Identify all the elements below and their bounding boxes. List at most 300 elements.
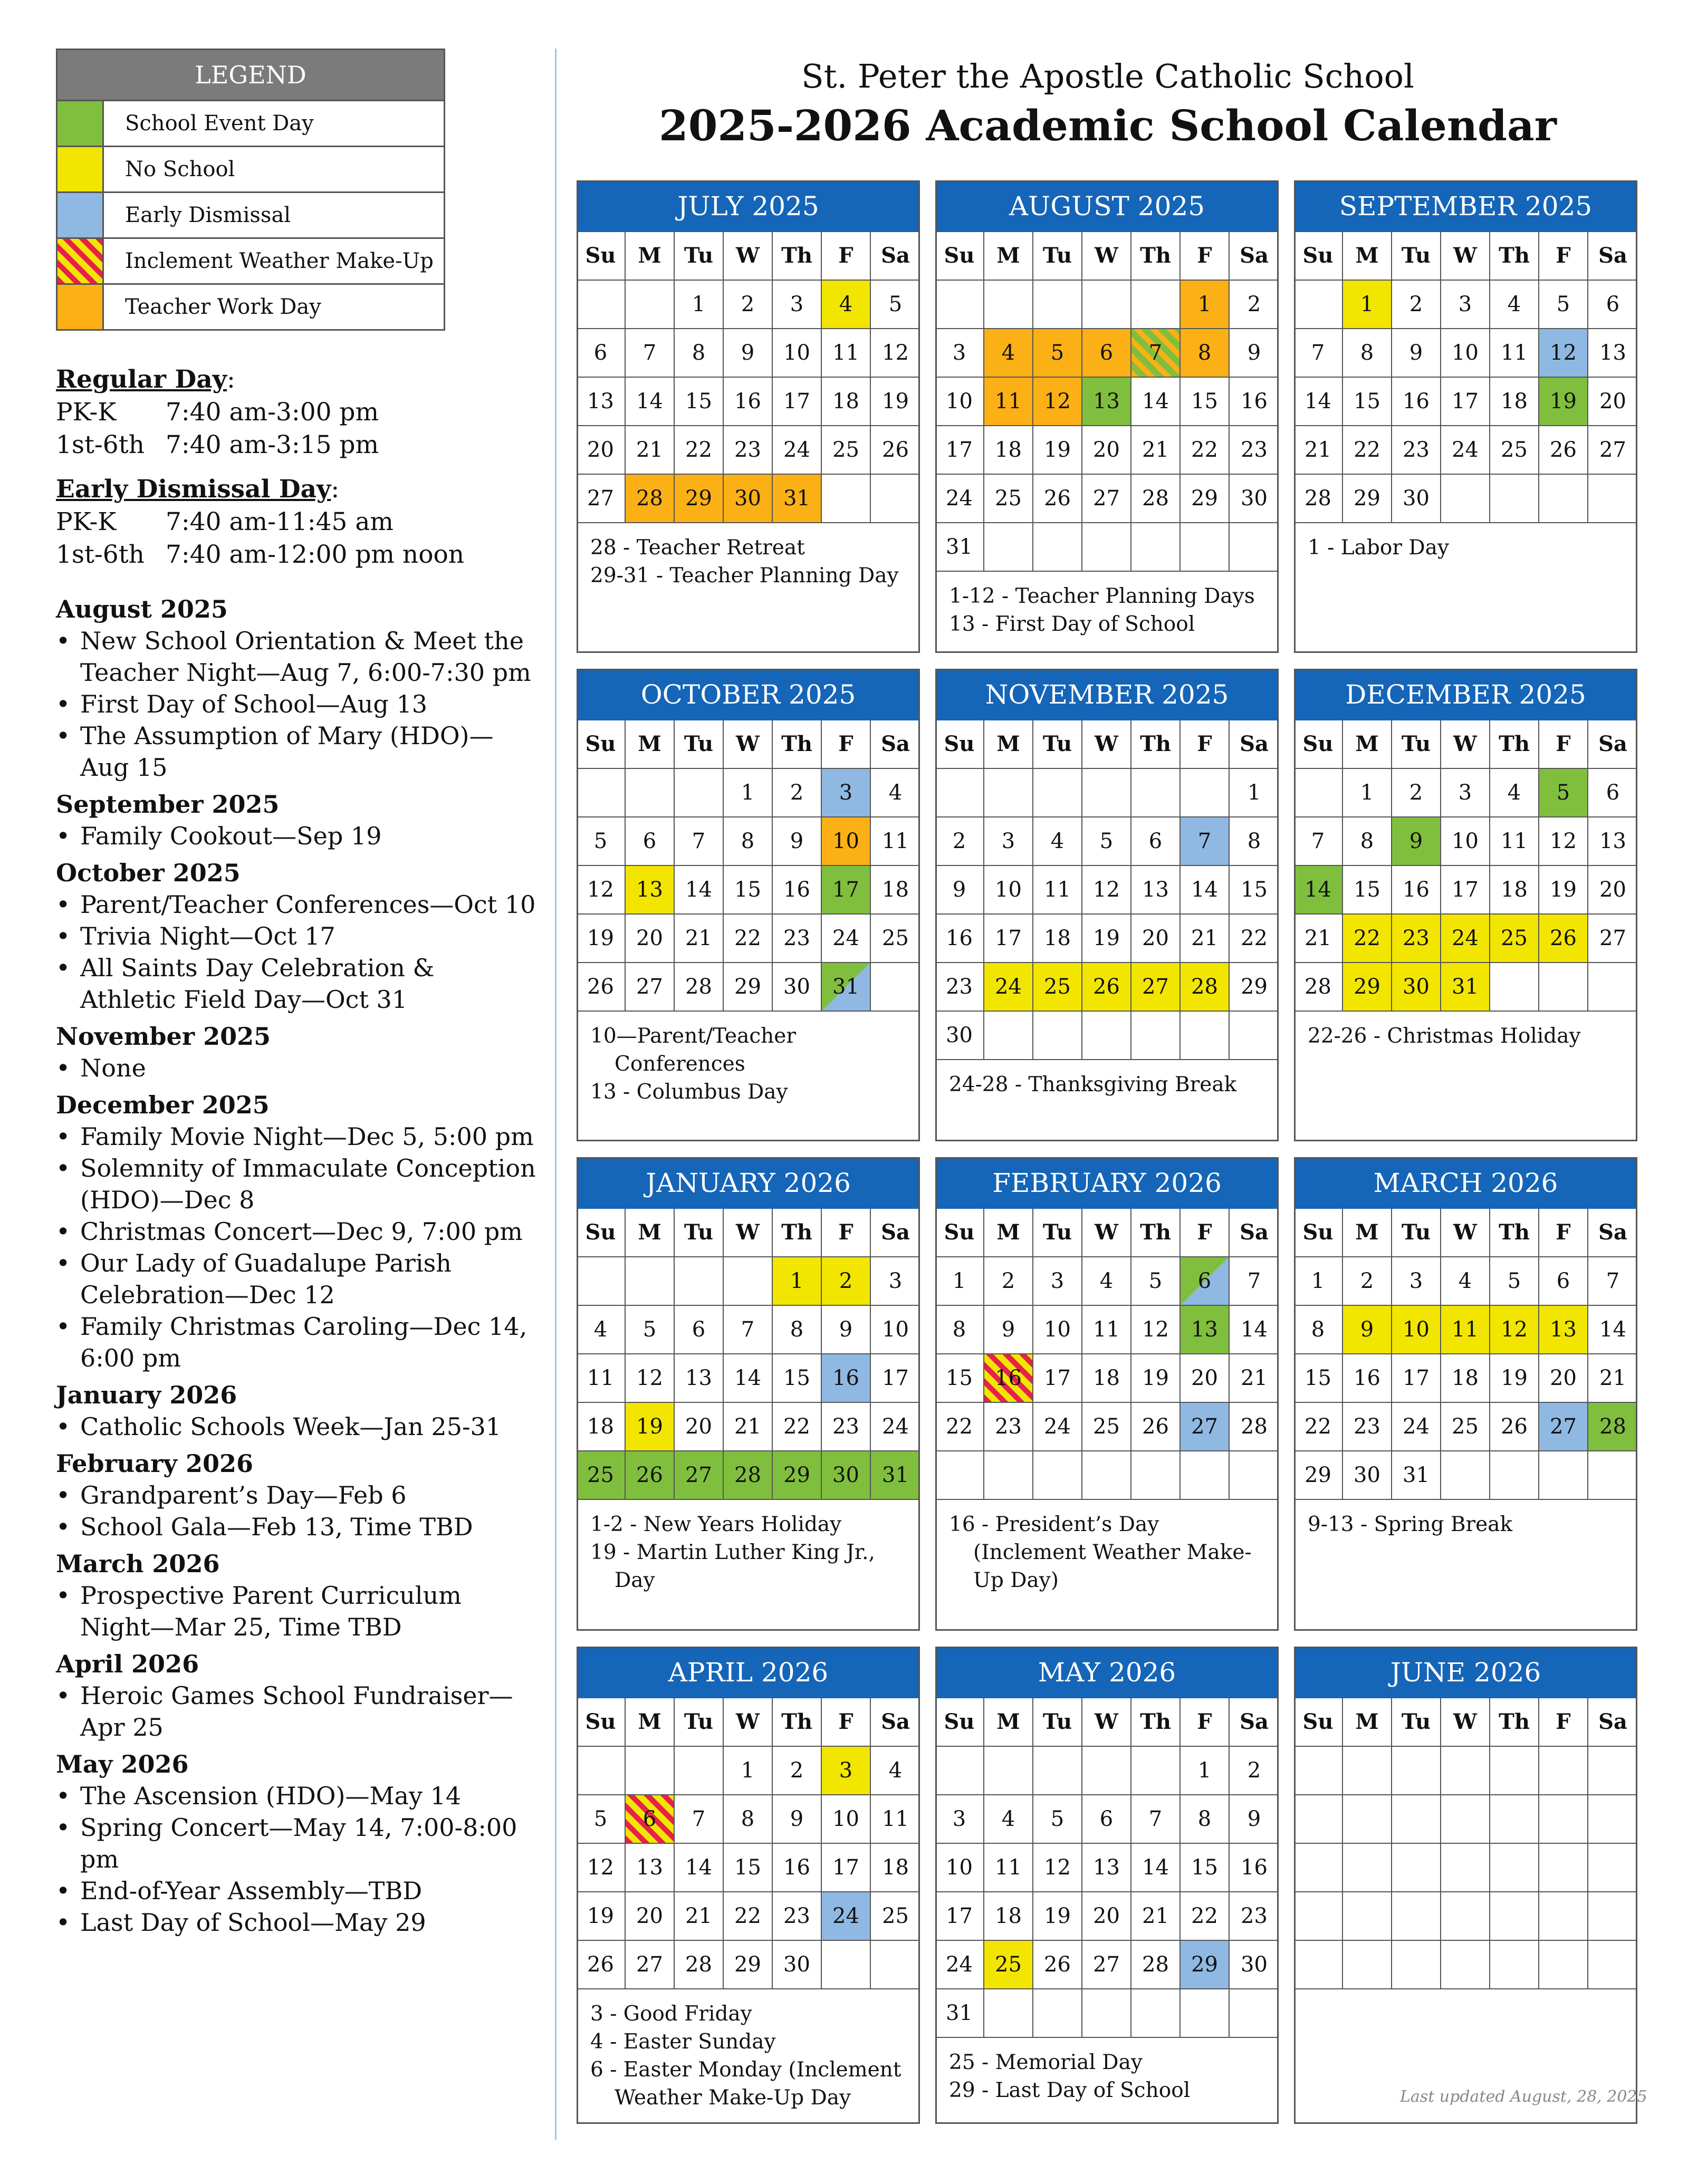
day-cell: 14 (626, 378, 675, 426)
day-cell: 28 (1230, 1403, 1279, 1451)
day-cell: 14 (1294, 378, 1343, 426)
day-cell: 26 (1539, 426, 1588, 475)
day-cell: 8 (1230, 817, 1279, 866)
day-cell: 3 (1392, 1257, 1441, 1306)
day-cell: 21 (724, 1403, 773, 1451)
weekday-header: W (1082, 720, 1131, 769)
empty-cell (1033, 769, 1082, 817)
event-item: • New School Orientation & Meet the Teacher Night—Aug 7, 6:00-7:30 pm (56, 625, 536, 688)
day-cell: 2 (1392, 769, 1441, 817)
month-notes (1294, 1989, 1637, 2010)
day-cell: 29 (1343, 963, 1392, 1012)
weekday-header: Tu (675, 1698, 724, 1747)
event-month-heading: December 2025 (56, 1091, 270, 1119)
day-cell: 5 (1539, 281, 1588, 329)
day-cell: 22 (1343, 426, 1392, 475)
day-cell: 8 (675, 329, 724, 378)
day-cell: 13 (1082, 1844, 1131, 1892)
empty-cell (1131, 281, 1181, 329)
empty-cell (1181, 523, 1230, 572)
month-note: 6 - Easter Monday (Inclement (590, 2058, 901, 2082)
day-cell: 28 (1131, 1941, 1181, 1989)
day-cell: 30 (1392, 475, 1441, 523)
weekday-header: W (724, 1209, 773, 1257)
day-cell: 24 (984, 963, 1033, 1012)
month-calendar (935, 1157, 1279, 1631)
day-cell: 1 (724, 769, 773, 817)
day-cell: 13 (1181, 1306, 1230, 1354)
day-cell: 3 (984, 817, 1033, 866)
event-item: • Family Cookout—Sep 19 (56, 820, 536, 852)
day-cell: 6 (675, 1306, 724, 1354)
empty-cell (1441, 1747, 1490, 1795)
weekday-header: Th (1131, 720, 1181, 769)
day-cell: 9 (773, 817, 822, 866)
day-cell: 6 (1588, 769, 1637, 817)
calendar-header (575, 55, 1641, 153)
day-cell: 11 (1082, 1306, 1131, 1354)
day-cell: 24 (871, 1403, 920, 1451)
day-cell: 26 (1082, 963, 1131, 1012)
day-cell: 4 (1082, 1257, 1131, 1306)
month-note: Day (615, 1569, 655, 1592)
day-cell: 4 (871, 769, 920, 817)
weekday-header: Th (773, 232, 822, 281)
month-note: 10—Parent/Teacher (590, 1024, 797, 1048)
month-title: JANUARY 2026 (577, 1157, 920, 1209)
empty-cell (935, 769, 984, 817)
day-cell: 6 (1539, 1257, 1588, 1306)
day-cell: 27 (1588, 426, 1637, 475)
day-cell: 16 (822, 1354, 871, 1403)
hours-time: 7:40 am-3:15 pm (166, 430, 379, 459)
legend-swatch (57, 101, 104, 146)
weekday-header: M (1343, 1698, 1392, 1747)
legend-swatch (57, 285, 104, 329)
day-cell: 7 (1294, 817, 1343, 866)
empty-cell (1539, 1795, 1588, 1844)
day-cell: 7 (1588, 1257, 1637, 1306)
day-cell: 30 (773, 1941, 822, 1989)
day-cell: 1 (935, 1257, 984, 1306)
day-cell: 1 (1181, 1747, 1230, 1795)
empty-cell (1230, 1012, 1279, 1060)
empty-cell (1082, 523, 1131, 572)
day-cell: 30 (724, 475, 773, 523)
legend-item (56, 193, 445, 239)
day-cell: 18 (1490, 378, 1539, 426)
day-cell: 1 (1294, 1257, 1343, 1306)
event-item: • All Saints Day Celebration & Athletic Field Day—Oct 31 (56, 952, 536, 1015)
weekday-header: M (626, 720, 675, 769)
empty-cell (1131, 1012, 1181, 1060)
event-month-heading: February 2026 (56, 1449, 254, 1478)
event-item: • Prospective Parent Curriculum Night—Mar 25, Time TBD (56, 1580, 536, 1643)
day-cell: 14 (724, 1354, 773, 1403)
day-cell: 27 (675, 1451, 724, 1500)
month-title: APRIL 2026 (577, 1647, 920, 1698)
empty-cell (1033, 281, 1082, 329)
day-cell: 8 (1294, 1306, 1343, 1354)
month-calendar (577, 180, 920, 653)
weekday-header: Th (1490, 232, 1539, 281)
day-cell: 7 (1131, 329, 1181, 378)
day-cell: 18 (822, 378, 871, 426)
day-cell: 13 (1131, 866, 1181, 915)
day-cell: 30 (1230, 1941, 1279, 1989)
day-cell: 15 (1181, 1844, 1230, 1892)
day-cell: 11 (984, 378, 1033, 426)
weekday-header: Tu (675, 232, 724, 281)
day-cell: 21 (1131, 1892, 1181, 1941)
weekday-header: Sa (1588, 1209, 1637, 1257)
day-cell: 5 (1033, 329, 1082, 378)
empty-cell (1343, 1941, 1392, 1989)
month-title: NOVEMBER 2025 (935, 669, 1279, 720)
day-cell: 24 (822, 1892, 871, 1941)
month-days-grid (1294, 1698, 1637, 1989)
left-panel (56, 49, 536, 1938)
day-cell: 16 (1392, 866, 1441, 915)
day-cell: 13 (675, 1354, 724, 1403)
day-cell: 11 (871, 1795, 920, 1844)
day-cell: 2 (1230, 281, 1279, 329)
empty-cell (935, 1451, 984, 1500)
weekday-header: Su (1294, 1209, 1343, 1257)
event-month-heading: September 2025 (56, 790, 280, 819)
day-cell: 22 (1294, 1403, 1343, 1451)
day-cell: 6 (1131, 817, 1181, 866)
weekday-header: Su (577, 232, 626, 281)
day-cell: 10 (935, 378, 984, 426)
month-notes (935, 1060, 1279, 1109)
month-title: OCTOBER 2025 (577, 669, 920, 720)
empty-cell (1392, 1941, 1441, 1989)
month-title: DECEMBER 2025 (1294, 669, 1637, 720)
month-notes (935, 1500, 1279, 1605)
empty-cell (1539, 1451, 1588, 1500)
day-cell: 9 (1230, 1795, 1279, 1844)
day-cell: 2 (822, 1257, 871, 1306)
day-cell: 31 (822, 963, 871, 1012)
day-cell: 4 (1490, 769, 1539, 817)
weekday-header: Sa (871, 1698, 920, 1747)
day-cell: 10 (935, 1844, 984, 1892)
day-cell: 14 (1131, 378, 1181, 426)
day-cell: 24 (773, 426, 822, 475)
day-cell: 21 (675, 915, 724, 963)
day-cell: 23 (773, 915, 822, 963)
month-note: 24-28 - Thanksgiving Break (949, 1073, 1237, 1096)
month-days-grid (1294, 232, 1637, 523)
day-cell: 29 (1343, 475, 1392, 523)
day-cell: 3 (935, 329, 984, 378)
day-cell: 24 (935, 475, 984, 523)
day-cell: 15 (1343, 866, 1392, 915)
month-title: JUNE 2026 (1294, 1647, 1637, 1698)
month-days-grid (935, 232, 1279, 572)
day-cell: 17 (1441, 378, 1490, 426)
month-calendar (935, 669, 1279, 1141)
legend (56, 49, 445, 331)
day-cell: 11 (1490, 329, 1539, 378)
day-cell: 10 (1033, 1306, 1082, 1354)
month-note: Up Day) (973, 1569, 1059, 1592)
weekday-header: F (822, 232, 871, 281)
empty-cell (1343, 1844, 1392, 1892)
month-days-grid (1294, 720, 1637, 1012)
day-cell: 7 (675, 1795, 724, 1844)
month-calendar (577, 1647, 920, 2124)
empty-cell (984, 1012, 1033, 1060)
day-cell: 7 (626, 329, 675, 378)
day-cell: 7 (724, 1306, 773, 1354)
day-cell: 7 (1230, 1257, 1279, 1306)
month-notes (935, 2038, 1279, 2115)
day-cell: 28 (1588, 1403, 1637, 1451)
event-item: • School Gala—Feb 13, Time TBD (56, 1511, 536, 1543)
event-item: • Last Day of School—May 29 (56, 1907, 536, 1938)
event-item: • Family Movie Night—Dec 5, 5:00 pm (56, 1121, 536, 1152)
empty-cell (1131, 1747, 1181, 1795)
empty-cell (1294, 1941, 1343, 1989)
empty-cell (1392, 1844, 1441, 1892)
empty-cell (1230, 1451, 1279, 1500)
empty-cell (1131, 1451, 1181, 1500)
month-days-grid (577, 720, 920, 1012)
day-cell: 17 (1392, 1354, 1441, 1403)
day-cell: 27 (626, 1941, 675, 1989)
day-cell: 19 (577, 1892, 626, 1941)
event-item: • Trivia Night—Oct 17 (56, 920, 536, 952)
weekday-header: Th (773, 1698, 822, 1747)
day-cell: 18 (1441, 1354, 1490, 1403)
day-cell: 15 (1294, 1354, 1343, 1403)
day-cell: 31 (935, 523, 984, 572)
weekday-header: Th (1131, 1698, 1181, 1747)
day-cell: 15 (1343, 378, 1392, 426)
empty-cell (1588, 1795, 1637, 1844)
month-note: (Inclement Weather Make- (973, 1541, 1252, 1564)
empty-cell (675, 769, 724, 817)
day-cell: 14 (1230, 1306, 1279, 1354)
day-cell: 30 (1230, 475, 1279, 523)
day-cell: 20 (626, 915, 675, 963)
weekday-header: Sa (871, 232, 920, 281)
day-cell: 10 (1441, 329, 1490, 378)
empty-cell (626, 1257, 675, 1306)
day-cell: 16 (984, 1354, 1033, 1403)
month-notes (1294, 523, 1637, 572)
legend-item (56, 101, 445, 147)
day-cell: 9 (984, 1306, 1033, 1354)
empty-cell (1441, 1892, 1490, 1941)
weekday-header: F (822, 1698, 871, 1747)
day-cell: 19 (1033, 426, 1082, 475)
hours-grade: PK-K (56, 507, 117, 536)
month-note: 1 - Labor Day (1308, 536, 1449, 560)
empty-cell (1441, 1451, 1490, 1500)
empty-cell (984, 1989, 1033, 2038)
empty-cell (1181, 1989, 1230, 2038)
empty-cell (1082, 1989, 1131, 2038)
empty-cell (577, 1257, 626, 1306)
day-cell: 8 (1181, 329, 1230, 378)
empty-cell (626, 769, 675, 817)
weekday-header: Tu (1392, 1209, 1441, 1257)
month-calendar (1294, 1157, 1637, 1631)
day-cell: 21 (675, 1892, 724, 1941)
empty-cell (1082, 1747, 1131, 1795)
weekday-header: W (1441, 1209, 1490, 1257)
weekday-header: Th (1490, 1209, 1539, 1257)
day-cell: 28 (1181, 963, 1230, 1012)
weekday-header: M (984, 1698, 1033, 1747)
day-cell: 11 (1033, 866, 1082, 915)
day-cell: 25 (984, 475, 1033, 523)
month-note: 1-12 - Teacher Planning Days (949, 584, 1255, 608)
day-cell: 31 (935, 1989, 984, 2038)
hours-grade: PK-K (56, 398, 117, 427)
empty-cell (1490, 1844, 1539, 1892)
last-updated: Last updated August, 28, 2025 (1400, 2087, 1647, 2106)
day-cell: 8 (773, 1306, 822, 1354)
empty-cell (1392, 1795, 1441, 1844)
day-cell: 29 (1230, 963, 1279, 1012)
day-cell: 28 (1294, 475, 1343, 523)
legend-item (56, 285, 445, 331)
weekday-header: Sa (1230, 720, 1279, 769)
empty-cell (1082, 1451, 1131, 1500)
day-cell: 9 (773, 1795, 822, 1844)
day-cell: 6 (1082, 329, 1131, 378)
day-cell: 26 (871, 426, 920, 475)
day-cell: 16 (1343, 1354, 1392, 1403)
day-cell: 29 (773, 1451, 822, 1500)
day-cell: 12 (871, 329, 920, 378)
event-item: • First Day of School—Aug 13 (56, 688, 536, 720)
day-cell: 15 (1230, 866, 1279, 915)
weekday-header: Tu (675, 720, 724, 769)
day-cell: 18 (1033, 915, 1082, 963)
event-item: • Grandparent’s Day—Feb 6 (56, 1479, 536, 1511)
day-cell: 27 (577, 475, 626, 523)
day-cell: 18 (871, 866, 920, 915)
day-cell: 31 (1392, 1451, 1441, 1500)
day-cell: 12 (1131, 1306, 1181, 1354)
event-item: • The Ascension (HDO)—May 14 (56, 1780, 536, 1812)
empty-cell (1490, 1451, 1539, 1500)
day-cell: 11 (871, 817, 920, 866)
day-cell: 3 (822, 769, 871, 817)
weekday-header: M (1343, 720, 1392, 769)
day-cell: 11 (984, 1844, 1033, 1892)
empty-cell (1588, 475, 1637, 523)
day-cell: 17 (822, 866, 871, 915)
day-cell: 25 (1082, 1403, 1131, 1451)
day-cell: 12 (1539, 817, 1588, 866)
day-cell: 17 (871, 1354, 920, 1403)
day-cell: 27 (1082, 475, 1131, 523)
day-cell: 6 (1588, 281, 1637, 329)
empty-cell (935, 281, 984, 329)
day-cell: 2 (1230, 1747, 1279, 1795)
day-cell: 30 (773, 963, 822, 1012)
month-note: 16 - President’s Day (949, 1513, 1159, 1536)
empty-cell (1588, 1941, 1637, 1989)
weekday-header: F (1181, 1698, 1230, 1747)
weekday-header: Sa (871, 1209, 920, 1257)
empty-cell (984, 1747, 1033, 1795)
day-cell: 4 (1490, 281, 1539, 329)
day-cell: 26 (1539, 915, 1588, 963)
weekday-header: Tu (675, 1209, 724, 1257)
day-cell: 20 (1588, 866, 1637, 915)
day-cell: 21 (1131, 426, 1181, 475)
weekday-header: F (1539, 1698, 1588, 1747)
day-cell: 5 (1082, 817, 1131, 866)
event-month-heading: March 2026 (56, 1550, 220, 1578)
early-dismissal-heading: Early Dismissal Day (56, 475, 331, 504)
empty-cell (675, 1747, 724, 1795)
weekday-header: M (626, 1698, 675, 1747)
empty-cell (822, 475, 871, 523)
weekday-header: Tu (1392, 232, 1441, 281)
month-note: 4 - Easter Sunday (590, 2030, 776, 2054)
day-cell: 13 (1539, 1306, 1588, 1354)
day-cell: 25 (822, 426, 871, 475)
empty-cell (1181, 1012, 1230, 1060)
day-cell: 22 (724, 915, 773, 963)
weekday-header: Su (1294, 1698, 1343, 1747)
weekday-header: Sa (1588, 720, 1637, 769)
day-cell: 24 (1441, 426, 1490, 475)
weekday-header: W (1082, 1698, 1131, 1747)
weekday-header: W (1441, 232, 1490, 281)
event-item: • Solemnity of Immaculate Conception (HDO)—Dec 8 (56, 1152, 536, 1216)
month-note: 19 - Martin Luther King Jr., (590, 1541, 875, 1564)
day-cell: 25 (984, 1941, 1033, 1989)
day-cell: 1 (773, 1257, 822, 1306)
day-cell: 11 (1490, 817, 1539, 866)
day-cell: 22 (1230, 915, 1279, 963)
empty-cell (1588, 1451, 1637, 1500)
month-title: MARCH 2026 (1294, 1157, 1637, 1209)
event-item: • Spring Concert—May 14, 7:00-8:00 pm (56, 1812, 536, 1875)
empty-cell (1490, 963, 1539, 1012)
day-cell: 22 (675, 426, 724, 475)
weekday-header: M (984, 720, 1033, 769)
day-cell: 27 (1082, 1941, 1131, 1989)
weekday-header: F (1181, 232, 1230, 281)
day-cell: 4 (577, 1306, 626, 1354)
day-cell: 16 (935, 915, 984, 963)
day-cell: 17 (773, 378, 822, 426)
empty-cell (626, 281, 675, 329)
day-cell: 2 (984, 1257, 1033, 1306)
day-cell: 6 (577, 329, 626, 378)
month-days-grid (935, 720, 1279, 1060)
weekday-header: Tu (1033, 232, 1082, 281)
day-cell: 23 (1343, 1403, 1392, 1451)
empty-cell (984, 1451, 1033, 1500)
weekday-header: W (724, 232, 773, 281)
day-cell: 29 (675, 475, 724, 523)
legend-label: Inclement Weather Make-Up (125, 249, 434, 273)
day-cell: 27 (1588, 915, 1637, 963)
day-cell: 10 (1392, 1306, 1441, 1354)
empty-cell (1033, 1989, 1082, 2038)
